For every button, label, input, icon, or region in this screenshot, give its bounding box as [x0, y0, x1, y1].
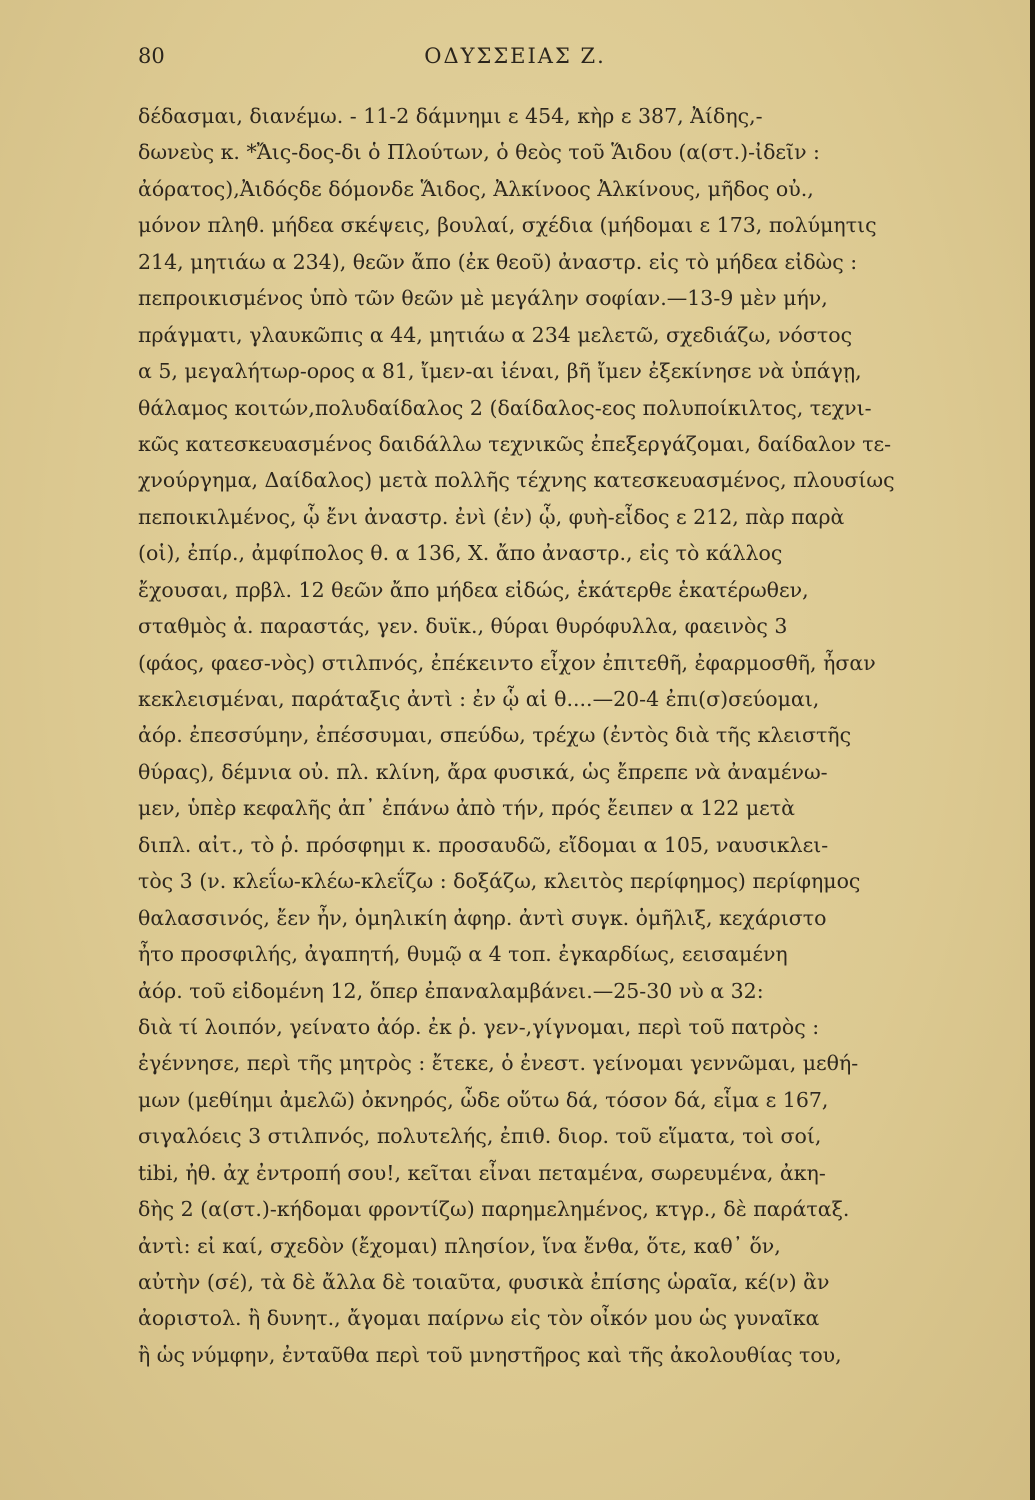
text-line: τὸς 3 (ν. κλεΐω-κλέω-κλεΐζω : δοξάζω, κλειτὸς περίφημος) περίφημος	[138, 869, 861, 894]
text-line: (φάος, φαεσ-νὸς) στιλπνός, ἐπέκειντο εἶχον ἐπιτεθῆ, ἐφαρμοσθῆ, ἦσαν	[138, 650, 876, 675]
page-header	[0, 44, 1030, 80]
text-line: δωνεὺς κ. *Ἄις-δος-δι ὁ Πλούτων, ὁ θεὸς τοῦ Ἅιδου (α(στ.)-ἰδεῖν :	[138, 140, 820, 165]
text-line: διὰ τί λοιπόν, γείνατο ἀόρ. ἐκ ῥ. γεν-,γίγνομαι, περὶ τοῦ πατρὸς :	[138, 1014, 820, 1039]
text-line: tibi, ἠθ. ἀχ ἐντροπή σου!, κεῖται εἶναι πεταμένα, σωρευμένα, ἀκη-	[138, 1160, 826, 1185]
text-line: ἐγέννησε, περὶ τῆς μητρὸς : ἔτεκε, ὁ ἐνεστ. γείνομαι γεννῶμαι, μεθή-	[138, 1051, 859, 1076]
text-line: ἀοριστολ. ἢ δυνητ., ἄγομαι παίρνω εἰς τὸν οἶκόν μου ὡς γυναῖκα	[138, 1306, 820, 1331]
page-number: 80	[138, 44, 165, 68]
text-line: α 5, μεγαλήτωρ-ορος α 81, ἴμεν-αι ἰέναι, βῆ ἴμεν ἐξεκίνησε νὰ ὑπάγῃ,	[138, 359, 862, 384]
text-line: αὐτὴν (σέ), τὰ δὲ ἄλλα δὲ τοιαῦτα, φυσικὰ ἐπίσης ὡραῖα, κέ(ν) ἂν	[138, 1270, 830, 1294]
text-line: πεπροικισμένος ὑπὸ τῶν θεῶν μὲ μεγάλην σοφίαν.—13-9 μὲν μήν,	[138, 286, 828, 311]
text-line: μεν, ὑπὲρ κεφαλῆς ἀπ᾽ ἐπάνω ἀπὸ τήν, πρός ἔειπεν α 122 μετὰ	[138, 796, 795, 821]
text-line: μόνον πληθ. μήδεα σκέψεις, βουλαί, σχέδια (μήδομαι ε 173, πολύμητις	[138, 213, 877, 238]
text-line: σταθμὸς ἀ. παραστάς, γεν. δυϊκ., θύραι θυρόφυλλα, φαεινὸς 3	[138, 614, 788, 639]
page-edge-shadow	[1030, 0, 1035, 1500]
text-line: (οἱ), ἐπίρ., ἀμφίπολος θ. α 136, Χ. ἄπο ἀναστρ., εἰς τὸ κάλλος	[138, 541, 783, 566]
text-line: σιγαλόεις 3 στιλπνός, πολυτελής, ἐπιθ. διορ. τοῦ εἵματα, τοὶ σοί,	[138, 1124, 822, 1149]
running-title: ΟΔΥΣΣΕΙΑΣ Ζ.	[424, 44, 606, 68]
text-line: δέδασμαι, διανέμω. - 11-2 δάμνημι ε 454, κὴρ ε 387, Ἀίδης,-	[138, 104, 763, 128]
text-line: ἀόρατος),Ἀιδόςδε δόμονδε Ἅιδος, Ἀλκίνοος Ἀλκίνους, μῆδος οὐ.,	[138, 176, 814, 201]
text-line: ἔχουσαι, πρβλ. 12 θεῶν ἄπο μήδεα εἰδώς, ἑκάτερθε ἑκατέρωθεν,	[138, 577, 809, 602]
text-line: ἀντὶ: εἰ καί, σχεδὸν (ἔχομαι) πλησίον, ἵνα ἔνθα, ὅτε, καθ᾽ ὅν,	[138, 1233, 781, 1258]
text-line: διπλ. αἰτ., τὸ ῥ. πρόσφημι κ. προσαυδῶ, εἴδομαι α 105, ναυσικλει-	[138, 832, 829, 857]
text-line: ἢ ὡς νύμφην, ἐνταῦθα περὶ τοῦ μνηστῆρος καὶ τῆς ἀκολουθίας του,	[138, 1342, 842, 1367]
text-line: θάλαμος κοιτών,πολυδαίδαλος 2 (δαίδαλος-εος πολυποίκιλτος, τεχνι-	[138, 395, 872, 420]
text-line: θύρας), δέμνια οὐ. πλ. κλίνη, ἄρα φυσικά, ὡς ἔπρεπε νὰ ἀναμένω-	[138, 759, 828, 784]
text-line: ἦτο προσφιλής, ἀγαπητή, θυμῷ α 4 τοπ. ἐγκαρδίως, εεισαμένη	[138, 942, 788, 967]
commentary-text	[138, 98, 953, 1373]
text-line: ἀόρ. τοῦ εἰδομένη 12, ὅπερ ἐπαναλαμβάνει.—25-30 νὺ α 32:	[138, 978, 764, 1003]
text-line: κεκλεισμέναι, παράταξις ἀντὶ : ἐν ᾧ αἱ θ....—20-4 ἐπι(σ)σεύομαι,	[138, 687, 820, 711]
text-line: θαλασσινός, ἔεν ἦν, ὁμηλικίη ἀφηρ. ἀντὶ συγκ. ὁμῆλιξ, κεχάριστο	[138, 905, 827, 930]
text-line: πράγματι, γλαυκῶπις α 44, μητιάω α 234 μελετῶ, σχεδιάζω, νόστος	[138, 322, 853, 347]
text-line: 214, μητιάω α 234), θεῶν ἄπο (ἐκ θεοῦ) ἀναστρ. εἰς τὸ μήδεα εἰδὼς :	[138, 249, 858, 274]
text-line: ἀόρ. ἐπεσσύμην, ἐπέσσυμαι, σπεύδω, τρέχω (ἐντὸς διὰ τῆς κλειστῆς	[138, 723, 852, 748]
text-line: κῶς κατεσκευασμένος δαιδάλλω τεχνικῶς ἐπεξεργάζομαι, δαίδαλον τε-	[138, 431, 892, 456]
text-line: μων (μεθίημι ἀμελῶ) ὀκνηρός, ὧδε οὕτω δά, τόσον δά, εἷμα ε 167,	[138, 1087, 829, 1112]
text-line: δὴς 2 (α(στ.)-κήδομαι φροντίζω) παρημελημένος, κτγρ., δὲ παράταξ.	[138, 1197, 850, 1222]
text-line: πεποικιλμένος, ᾧ ἔνι ἀναστρ. ἐνὶ (ἐν) ᾧ, φυὴ-εἶδος ε 212, πὰρ παρὰ	[138, 504, 845, 529]
text-line: χνούργημα, Δαίδαλος) μετὰ πολλῆς τέχνης κατεσκευασμένος, πλουσίως	[138, 468, 895, 493]
